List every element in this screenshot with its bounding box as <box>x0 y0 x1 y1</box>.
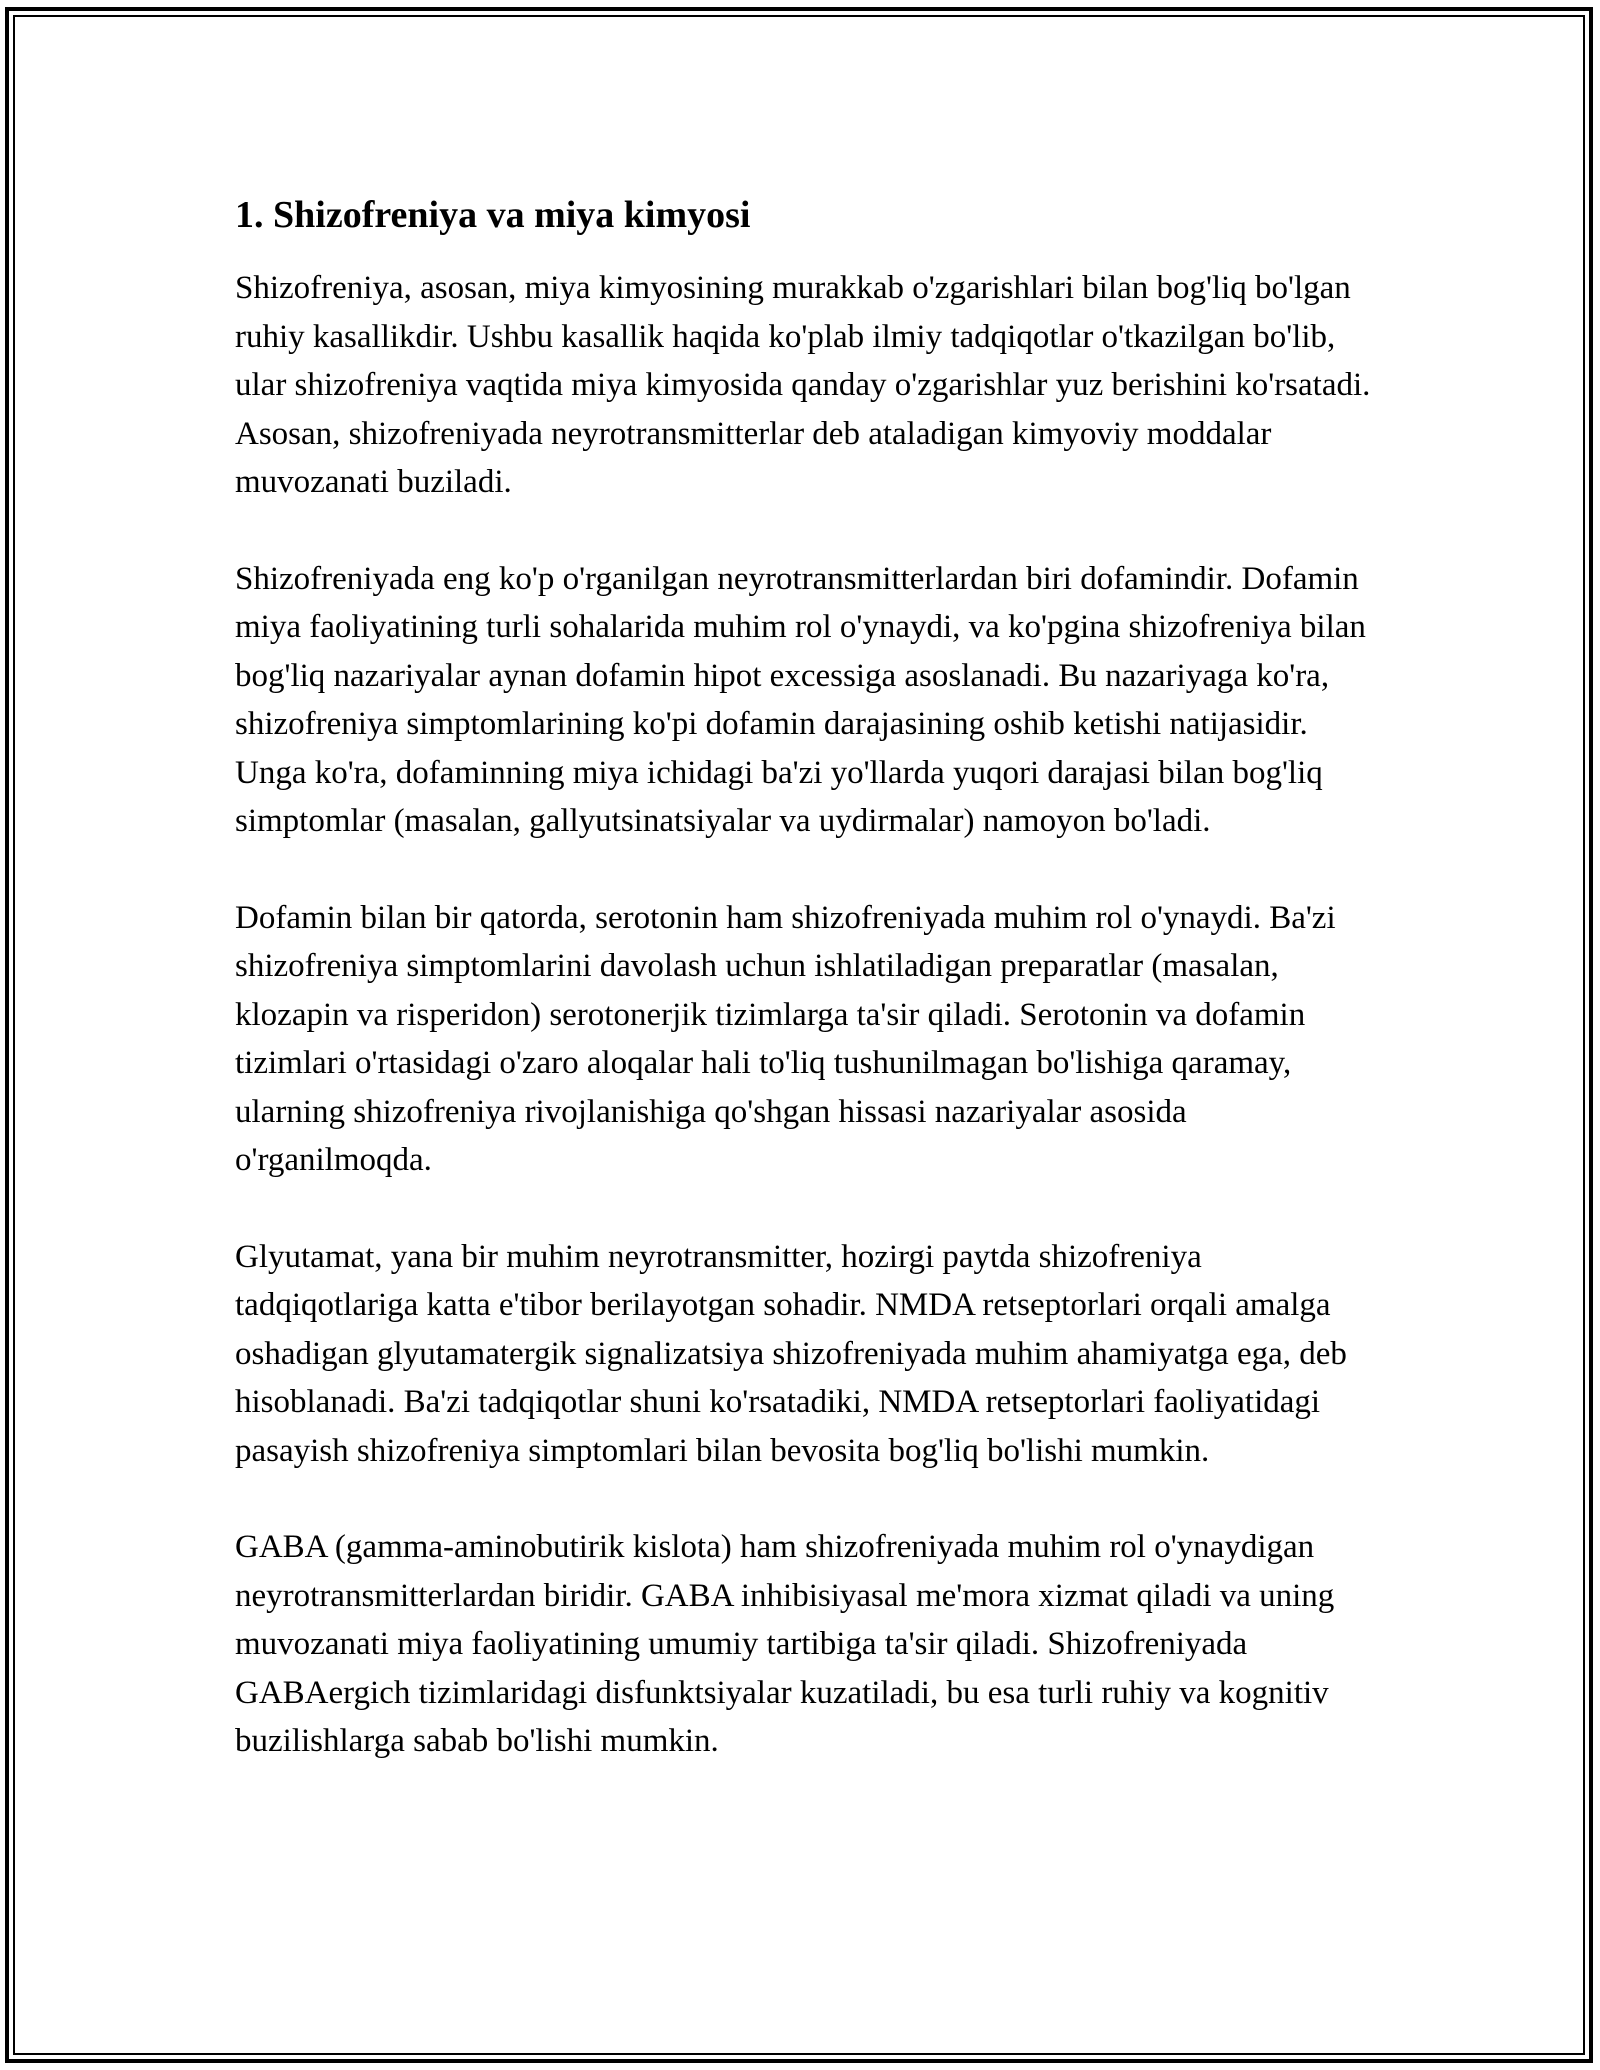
paragraph-4: Glyutamat, yana bir muhim neyrotransmitter, hozirgi paytda shizofreniya tadqiqotlariga katta e'tibor berilayotgan sohadir. NMDA retseptorlari orqali amalga oshadigan glyutamatergik signalizatsiya shizofreniyada muhim ahamiyatga ega, deb hisoblanadi. Ba'zi tadqiqotlar shuni ko'rsatadiki, NMDA retseptorlari faoliyatidagi pasayish shizofreniya simptomlari bilan bevosita bog'liq bo'lishi mumkin. <box>235 1238 1347 1469</box>
paragraph-2: Shizofreniyada eng ko'p o'rganilgan neyrotransmitterlardan biri dofamindir. Dofamin miya faoliyatining turli sohalarida muhim rol o'ynaydi, va ko'pgina shizofreniya bilan bog'liq nazariyalar aynan dofamin hipot excessiga asoslanadi. Bu nazariyaga ko'ra, shizofreniya simptomlarining ko'pi dofamin darajasining oshib ketishi natijasidir. Unga ko'ra, dofaminning miya ichidagi ba'zi yo'llarda yuqori darajasi bilan bog'liq simptomlar (masalan, gallyutsinatsiyalar va uydirmalar) namoyon bo'ladi. <box>235 560 1366 839</box>
paragraph-3: Dofamin bilan bir qatorda, serotonin ham shizofreniyada muhim rol o'ynaydi. Ba'zi shizofreniya simptomlarini davolash uchun ishlatiladigan preparatlar (masalan, klozapin va risperidon) serotonerjik tizimlarga ta'sir qiladi. Serotonin va dofamin tizimlari o'rtasidagi o'zaro aloqalar hali to'liq tushunilmagan bo'lishiga qaramay, ularning shizofreniya rivojlanishiga qo'shgan hissasi nazariyalar asosida o'rganilmoqda. <box>235 899 1336 1178</box>
section-heading: 1. Shizofreniya va miya kimyosi <box>235 194 751 236</box>
paragraph-1: Shizofreniya, asosan, miya kimyosining murakkab o'zgarishlari bilan bog'liq bo'lgan ruhiy kasallikdir. Ushbu kasallik haqida ko'plab ilmiy tadqiqotlar o'tkazilgan bo'lib, ular shizofreniya vaqtida miya kimyosida qanday o'zgarishlar yuz berishini ko'rsatadi. Asosan, shizofreniyada neyrotransmitterlar deb ataladigan kimyoviy moddalar muvozanati buziladi. <box>235 270 1371 500</box>
document-body <box>235 180 1375 1814</box>
paragraph-5: GABA (gamma-aminobutirik kislota) ham shizofreniyada muhim rol o'ynaydigan neyrotransmitterlardan biridir. GABA inhibisiyasal me'mora xizmat qiladi va uning muvozanati miya faoliyatining umumiy tartibiga ta'sir qiladi. Shizofreniyada GABAergich tizimlaridagi disfunktsiyalar kuzatiladi, bu esa turli ruhiy va kognitiv buzilishlarga sabab bo'lishi mumkin. <box>235 1529 1335 1759</box>
